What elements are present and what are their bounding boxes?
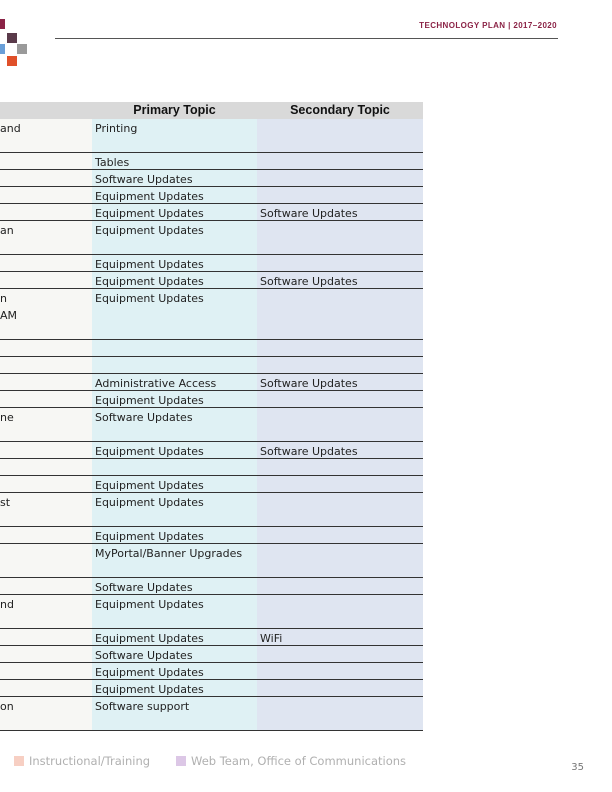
- primary-topic-text: Software support: [95, 700, 190, 713]
- primary-topic-cell: [92, 544, 257, 577]
- primary-topic-text: Software Updates: [95, 581, 193, 594]
- primary-topic-cell: [92, 374, 257, 390]
- secondary-topic-cell: [257, 459, 423, 475]
- description-cell: [0, 663, 92, 679]
- secondary-topic-cell: [257, 442, 423, 458]
- logo-square-5: [7, 56, 17, 66]
- description-cell: [0, 595, 92, 628]
- primary-topic-header: Primary Topic: [133, 103, 216, 117]
- primary-topic-text: Printing: [95, 122, 138, 135]
- table-row: [0, 204, 423, 221]
- primary-topic-cell: [92, 578, 257, 594]
- primary-topic-cell: [92, 408, 257, 441]
- primary-topic-cell: [92, 476, 257, 492]
- primary-topic-cell: [92, 459, 257, 475]
- legend-label-webteam: Web Team, Office of Communications: [191, 754, 407, 768]
- description-cell: [0, 119, 92, 152]
- primary-topic-cell: [92, 221, 257, 254]
- description-cell: [0, 170, 92, 186]
- secondary-topic-cell: [257, 697, 423, 730]
- table-row: [0, 578, 423, 595]
- secondary-topic-cell: [257, 408, 423, 441]
- description-fragment: nd: [0, 598, 14, 611]
- secondary-topic-cell: [257, 170, 423, 186]
- primary-topic-text: Tables: [95, 156, 130, 169]
- primary-topic-cell: [92, 697, 257, 730]
- table-row: [0, 272, 423, 289]
- table-row: [0, 663, 423, 680]
- primary-topic-text: Equipment Updates: [95, 207, 204, 220]
- table-row: [0, 493, 423, 527]
- primary-topic-text: Equipment Updates: [95, 530, 204, 543]
- table-row: [0, 170, 423, 187]
- description-cell: [0, 272, 92, 288]
- description-cell: [0, 646, 92, 662]
- secondary-topic-text: WiFi: [260, 632, 283, 645]
- primary-topic-text: Software Updates: [95, 411, 193, 424]
- secondary-topic-text: Software Updates: [260, 445, 358, 458]
- primary-topic-text: Software Updates: [95, 173, 193, 186]
- table-row: [0, 289, 423, 340]
- description-cell: [0, 578, 92, 594]
- secondary-topic-header: Secondary Topic: [290, 103, 390, 117]
- primary-topic-cell: [92, 119, 257, 152]
- table-row: [0, 187, 423, 204]
- primary-topic-cell: [92, 357, 257, 373]
- table-row: [0, 459, 423, 476]
- primary-topic-cell: [92, 646, 257, 662]
- description-fragment: n: [0, 292, 7, 305]
- table-row: [0, 697, 423, 731]
- secondary-topic-cell: [257, 646, 423, 662]
- description-cell: [0, 255, 92, 271]
- description-cell: [0, 340, 92, 356]
- description-cell: [0, 459, 92, 475]
- primary-topic-text: Equipment Updates: [95, 394, 204, 407]
- legend-label-instructional: Instructional/Training: [29, 754, 151, 768]
- table-row: [0, 391, 423, 408]
- primary-topic-cell: [92, 272, 257, 288]
- table-row: [0, 153, 423, 170]
- description-cell: [0, 697, 92, 730]
- secondary-topic-cell: [257, 272, 423, 288]
- description-cell: [0, 476, 92, 492]
- description-cell: [0, 680, 92, 696]
- secondary-topic-text: Software Updates: [260, 377, 358, 390]
- description-cell: [0, 289, 92, 339]
- secondary-topic-cell: [257, 476, 423, 492]
- secondary-topic-cell: [257, 680, 423, 696]
- primary-topic-text: Equipment Updates: [95, 275, 204, 288]
- legend-item-instructional: [14, 754, 150, 768]
- secondary-topic-cell: [257, 289, 423, 339]
- primary-topic-text: Equipment Updates: [95, 258, 204, 271]
- primary-topic-cell: [92, 663, 257, 679]
- primary-topic-text: Equipment Updates: [95, 683, 204, 696]
- legend-swatch-webteam: [176, 756, 186, 766]
- primary-topic-cell: [92, 595, 257, 628]
- secondary-topic-text: Software Updates: [260, 275, 358, 288]
- primary-topic-text: Administrative Access: [95, 377, 217, 390]
- logo-square-1: [0, 19, 5, 29]
- description-cell: [0, 357, 92, 373]
- primary-topic-cell: [92, 391, 257, 407]
- table-row: [0, 357, 423, 374]
- description-fragment: st: [0, 496, 11, 509]
- table-row: [0, 340, 423, 357]
- secondary-topic-cell: [257, 578, 423, 594]
- table-row: [0, 680, 423, 697]
- secondary-topic-cell: [257, 391, 423, 407]
- table-header: [0, 102, 423, 119]
- secondary-topic-cell: [257, 595, 423, 628]
- logo-square-3: [0, 44, 5, 54]
- primary-topic-cell: [92, 442, 257, 458]
- table-row: [0, 255, 423, 272]
- logo-square-2: [7, 33, 17, 43]
- table-row: [0, 221, 423, 255]
- primary-topic-cell: [92, 170, 257, 186]
- secondary-topic-cell: [257, 527, 423, 543]
- primary-topic-text: Equipment Updates: [95, 496, 204, 509]
- primary-topic-text: Equipment Updates: [95, 292, 204, 305]
- primary-topic-cell: [92, 187, 257, 203]
- description-cell: [0, 527, 92, 543]
- header-title: TECHNOLOGY PLAN | 2017–2020: [419, 21, 557, 30]
- primary-topic-cell: [92, 493, 257, 526]
- page-number: 35: [571, 762, 584, 773]
- description-fragment: ne: [0, 411, 14, 424]
- primary-topic-text: MyPortal/Banner Upgrades: [95, 547, 243, 560]
- primary-topic-text: Equipment Updates: [95, 190, 204, 203]
- table-body: [0, 119, 423, 731]
- primary-topic-text: Equipment Updates: [95, 224, 204, 237]
- description-cell: [0, 204, 92, 220]
- secondary-topic-cell: [257, 221, 423, 254]
- primary-topic-cell: [92, 255, 257, 271]
- secondary-topic-cell: [257, 187, 423, 203]
- description-cell: [0, 221, 92, 254]
- primary-topic-cell: [92, 153, 257, 169]
- description-fragment: an: [0, 224, 14, 237]
- secondary-topic-cell: [257, 357, 423, 373]
- secondary-topic-cell: [257, 153, 423, 169]
- description-fragment: on: [0, 700, 14, 713]
- description-fragment: and: [0, 122, 21, 135]
- description-cell: [0, 408, 92, 441]
- primary-topic-cell: [92, 340, 257, 356]
- table-row: [0, 646, 423, 663]
- table-row: [0, 527, 423, 544]
- secondary-topic-cell: [257, 374, 423, 390]
- secondary-topic-cell: [257, 493, 423, 526]
- table-row: [0, 408, 423, 442]
- table-row: [0, 119, 423, 153]
- table-row: [0, 595, 423, 629]
- primary-topic-text: Equipment Updates: [95, 632, 204, 645]
- table-row: [0, 629, 423, 646]
- secondary-topic-cell: [257, 629, 423, 645]
- table-row: [0, 374, 423, 391]
- secondary-topic-cell: [257, 204, 423, 220]
- description-cell: [0, 442, 92, 458]
- primary-topic-text: Equipment Updates: [95, 598, 204, 611]
- legend-swatch-instructional: [14, 756, 24, 766]
- header-divider: [55, 38, 558, 39]
- description-cell: [0, 493, 92, 526]
- table-row: [0, 476, 423, 493]
- primary-topic-text: Software Updates: [95, 649, 193, 662]
- secondary-topic-text: Software Updates: [260, 207, 358, 220]
- primary-topic-text: Equipment Updates: [95, 445, 204, 458]
- description-cell: [0, 391, 92, 407]
- description-cell: [0, 374, 92, 390]
- primary-topic-text: Equipment Updates: [95, 666, 204, 679]
- table-row: [0, 544, 423, 578]
- secondary-topic-cell: [257, 255, 423, 271]
- primary-topic-cell: [92, 204, 257, 220]
- description-cell: [0, 187, 92, 203]
- primary-topic-cell: [92, 629, 257, 645]
- description-cell: [0, 629, 92, 645]
- legend-item-webteam: [176, 754, 406, 768]
- secondary-topic-cell: [257, 119, 423, 152]
- description-fragment: AM: [0, 309, 18, 322]
- description-cell: [0, 153, 92, 169]
- primary-topic-text: Equipment Updates: [95, 479, 204, 492]
- topics-table: [0, 102, 423, 731]
- logo-square-4: [17, 44, 27, 54]
- primary-topic-cell: [92, 289, 257, 339]
- description-cell: [0, 544, 92, 577]
- primary-topic-cell: [92, 527, 257, 543]
- secondary-topic-cell: [257, 544, 423, 577]
- table-row: [0, 442, 423, 459]
- secondary-topic-cell: [257, 663, 423, 679]
- secondary-topic-cell: [257, 340, 423, 356]
- primary-topic-cell: [92, 680, 257, 696]
